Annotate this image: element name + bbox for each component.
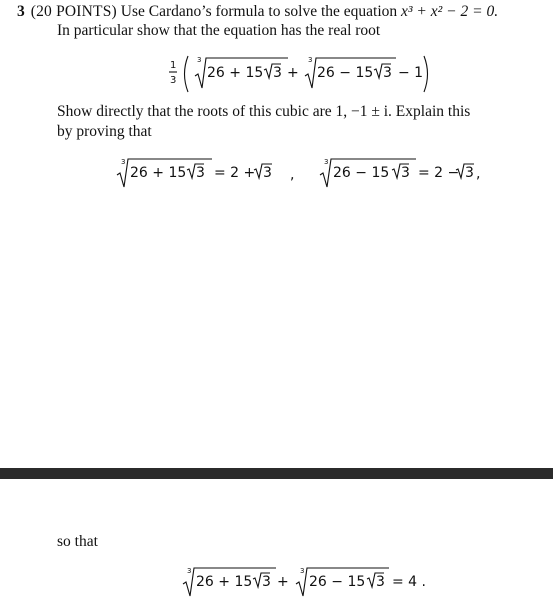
sum-plus: + (277, 574, 289, 590)
cube-root-index-1: 3 (197, 56, 202, 64)
identity-2-radicand: 26 − 15 (333, 165, 390, 181)
identity-2-index: 3 (324, 158, 329, 166)
real-root-svg (170, 52, 440, 96)
problem-statement-line-1 (17, 3, 498, 21)
sum-index-2: 3 (300, 567, 305, 575)
problem-number: 3 (17, 3, 25, 20)
plus-sign: + (287, 65, 299, 81)
problem-points: (20 POINTS) (30, 3, 117, 20)
minus-one: − 1 (398, 65, 424, 81)
identity-1-rhs-arg: 3 (263, 165, 272, 181)
problem-statement-line-2: In particular show that the equation has the real root (57, 22, 381, 39)
sqrt-arg-1: 3 (273, 65, 282, 81)
problem-equation: x³ + x² − 2 = 0. (401, 3, 499, 20)
right-paren (424, 56, 428, 92)
identity-1-sqrt-arg: 3 (196, 165, 205, 181)
real-root-expression (170, 52, 440, 96)
left-paren (185, 56, 189, 92)
sum-expression (182, 564, 432, 600)
sum-radicand-2: 26 − 15 (309, 574, 366, 590)
identity-trailing-comma: , (476, 166, 481, 182)
page-bottom (0, 479, 553, 609)
radicand-2: 26 − 15 (317, 65, 374, 81)
sum-rhs: = 4 . (392, 574, 426, 590)
cube-root-index-2: 3 (308, 56, 313, 64)
identity-2-rhs: = 2 − (418, 165, 460, 181)
sum-svg (182, 564, 432, 600)
sum-radicand-1: 26 + 15 (196, 574, 253, 590)
sum-sqrt-arg-2: 3 (376, 574, 385, 590)
radicand-1: 26 + 15 (207, 65, 264, 81)
sum-index-1: 3 (187, 567, 192, 575)
identity-2-rhs-arg: 3 (465, 165, 474, 181)
identity-2-sqrt-arg: 3 (401, 165, 410, 181)
show-text-line-2: by proving that (57, 123, 152, 140)
so-that-text: so that (57, 533, 98, 550)
fraction-denominator: 3 (170, 75, 177, 86)
sum-sqrt-arg-1: 3 (262, 574, 271, 590)
page-divider (0, 468, 553, 479)
identity-separator: , (290, 167, 295, 183)
identity-1-index: 3 (121, 158, 126, 166)
sqrt-arg-2: 3 (383, 65, 392, 81)
identity-1-radicand: 26 + 15 (130, 165, 187, 181)
identities-expression (116, 155, 496, 191)
problem-lead: Use Cardano’s formula to solve the equation (120, 3, 398, 20)
identity-1-rhs: = 2 + (214, 165, 256, 181)
fraction-numerator: 1 (170, 60, 177, 71)
identities-svg (116, 155, 496, 191)
show-text-line-1: Show directly that the roots of this cubic are 1, −1 ± i. Explain this (57, 103, 471, 120)
